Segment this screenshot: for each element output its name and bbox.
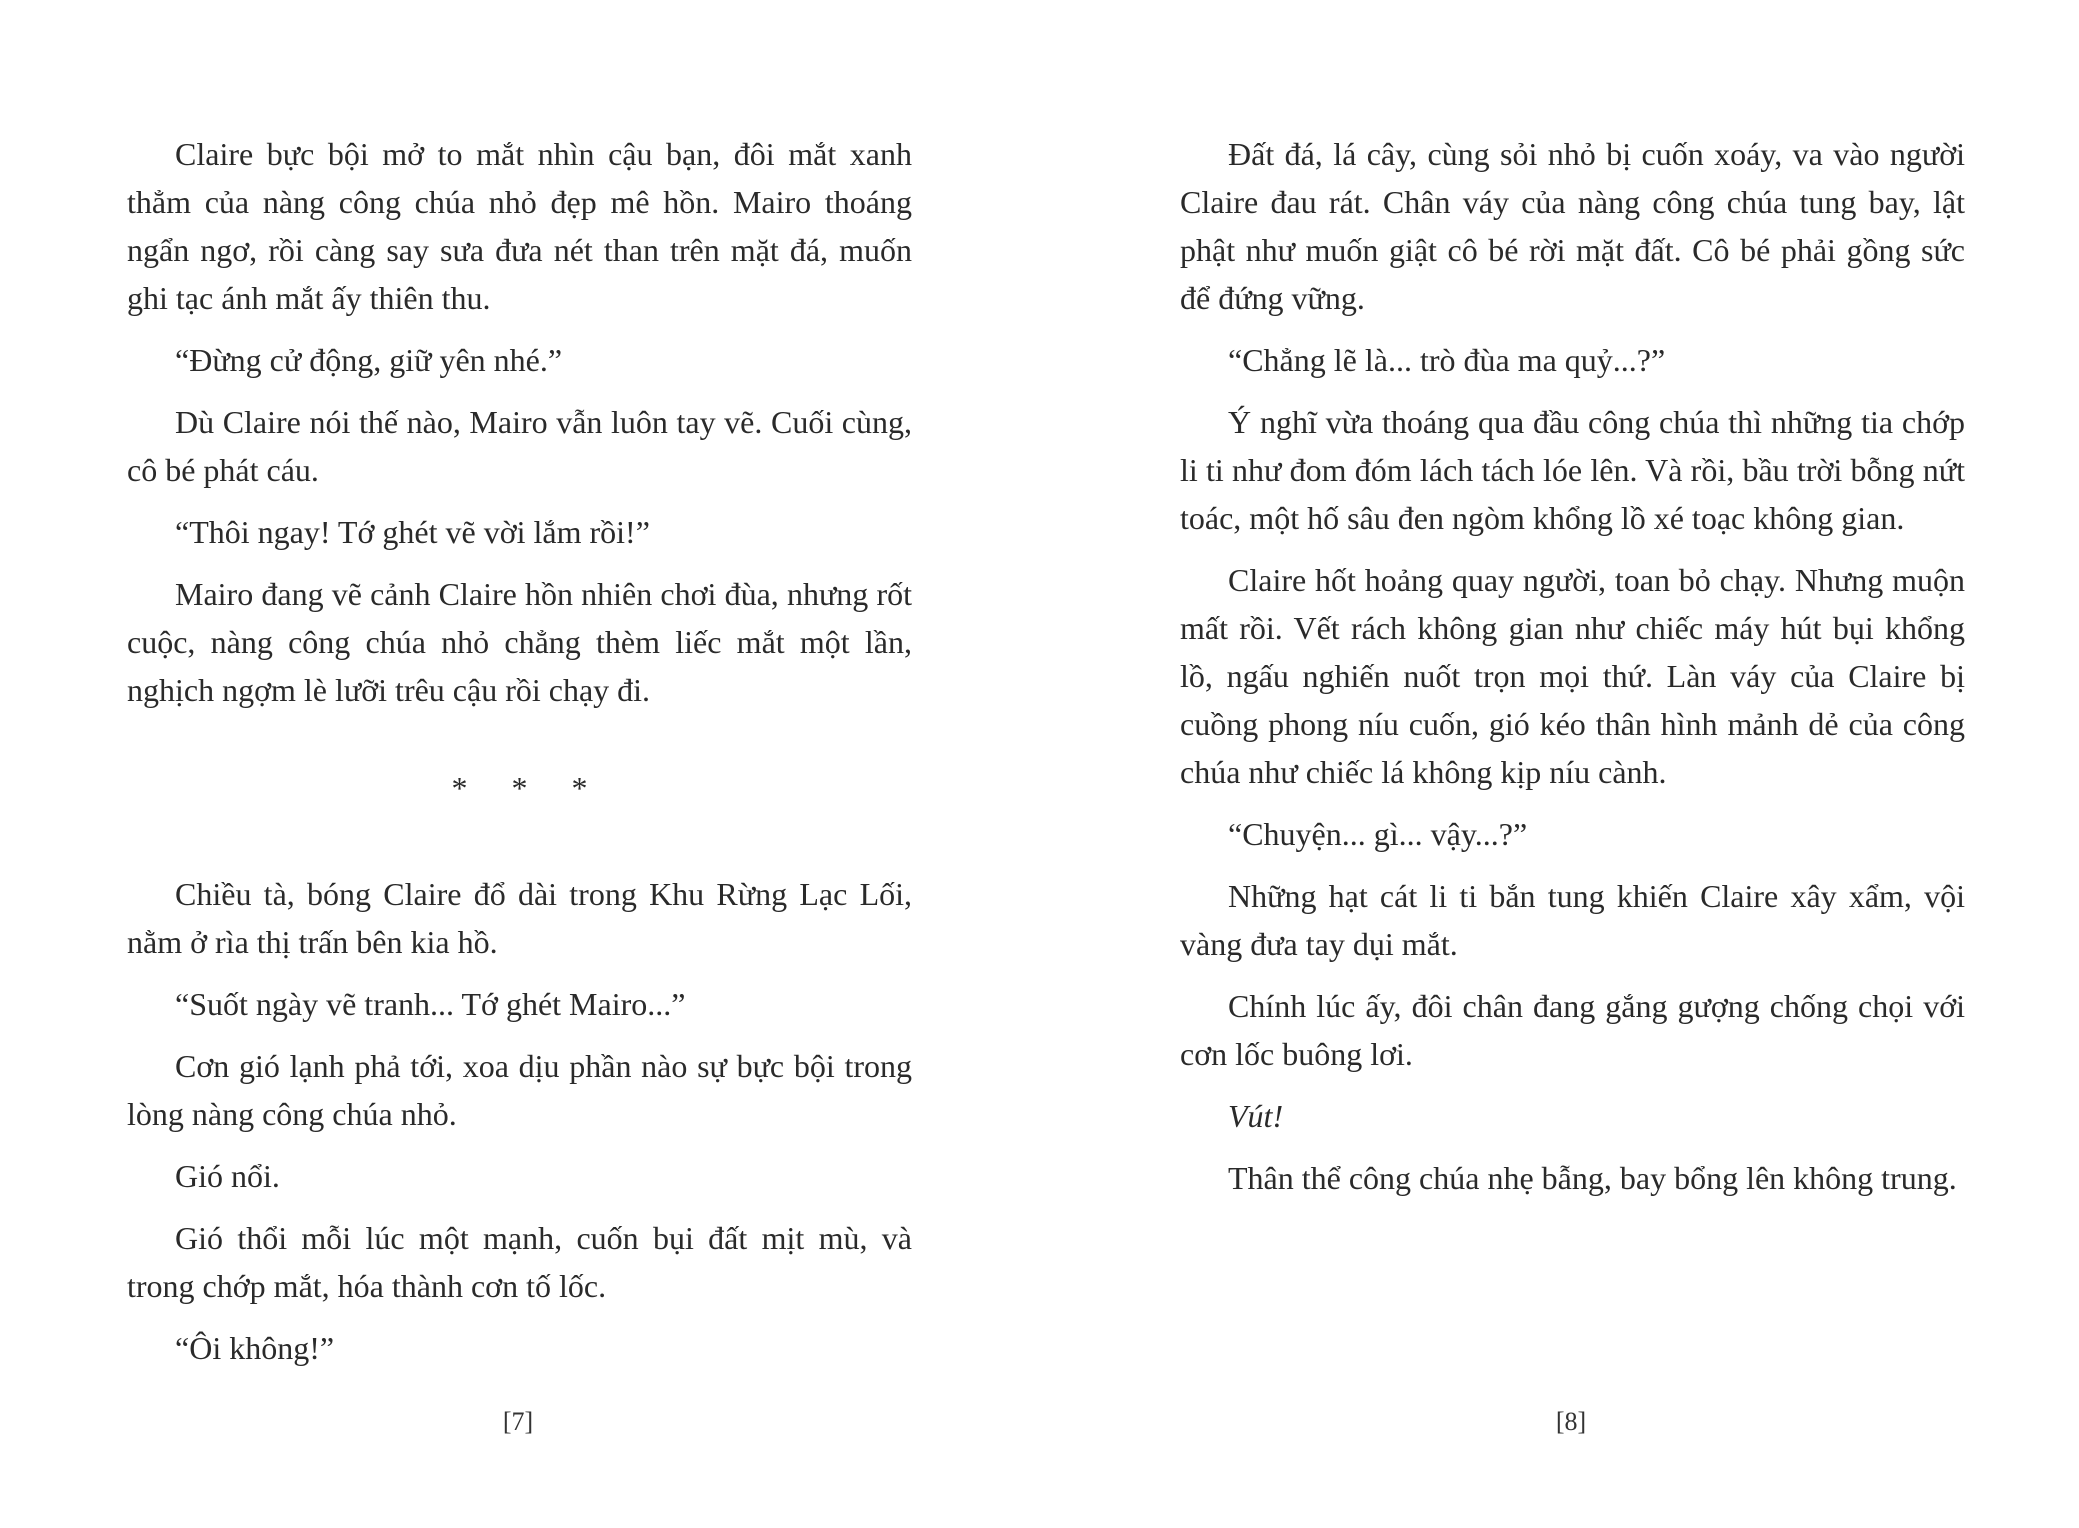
left-page: [127, 130, 912, 1386]
scene-break: * * *: [451, 770, 606, 806]
paragraph: “Chẳng lẽ là... trò đùa ma quỷ...?”: [1228, 342, 1666, 378]
paragraph: Gió nổi.: [175, 1158, 280, 1194]
paragraph: Đất đá, lá cây, cùng sỏi nhỏ bị cuốn xoáy, va vào người Claire đau rát. Chân váy của nàng công chúa tung bay, lật phật như muốn giật cô bé rời mặt đất. Cô bé phải gồng sức để đứng vững.: [1180, 136, 1965, 316]
paragraph: Chính lúc ấy, đôi chân đang gắng gượng chống chọi với cơn lốc buông lơi.: [1180, 988, 1965, 1072]
paragraph: Claire bực bội mở to mắt nhìn cậu bạn, đôi mắt xanh thẳm của nàng công chúa nhỏ đẹp mê hồn. Mairo thoáng ngẩn ngơ, rồi càng say sưa đưa nét than trên mặt đá, muốn ghi tạc ánh mắt ấy thiên thu.: [127, 136, 912, 316]
page-number-right: [8]: [1555, 1407, 1587, 1436]
paragraph: Chiều tà, bóng Claire đổ dài trong Khu Rừng Lạc Lối, nằm ở rìa thị trấn bên kia hồ.: [127, 876, 912, 960]
paragraph: “Đừng cử động, giữ yên nhé.”: [175, 342, 563, 378]
paragraph: Cơn gió lạnh phả tới, xoa dịu phần nào sự bực bội trong lòng nàng công chúa nhỏ.: [127, 1048, 912, 1132]
paragraph: “Suốt ngày vẽ tranh... Tớ ghét Mairo...”: [175, 986, 686, 1022]
page-number-left: [7]: [502, 1407, 534, 1436]
paragraph: Ý nghĩ vừa thoáng qua đầu công chúa thì những tia chớp li ti như đom đóm lách tách lóe lên. Và rồi, bầu trời bỗng nứt toác, một hố sâu đen ngòm khổng lồ xé toạc không gian.: [1180, 404, 1965, 536]
paragraph: “Ôi không!”: [175, 1330, 335, 1366]
paragraph: Dù Claire nói thế nào, Mairo vẫn luôn tay vẽ. Cuối cùng, cô bé phát cáu.: [127, 404, 912, 488]
paragraph: “Chuyện... gì... vậy...?”: [1228, 816, 1528, 852]
paragraph-italic: Vút!: [1228, 1098, 1284, 1134]
paragraph: Mairo đang vẽ cảnh Claire hồn nhiên chơi đùa, nhưng rốt cuộc, nàng công chúa nhỏ chẳng thèm liếc mắt một lần, nghịch ngợm lè lưỡi trêu cậu rồi chạy đi.: [127, 576, 912, 708]
right-page: [1180, 130, 1965, 1216]
paragraph: “Thôi ngay! Tớ ghét vẽ vời lắm rồi!”: [175, 514, 650, 550]
paragraph: Những hạt cát li ti bắn tung khiến Claire xây xẩm, vội vàng đưa tay dụi mắt.: [1180, 878, 1965, 962]
paragraph: Claire hốt hoảng quay người, toan bỏ chạy. Nhưng muộn mất rồi. Vết rách không gian như chiếc máy hút bụi khổng lồ, ngấu nghiến nuốt trọn mọi thứ. Làn váy của Claire bị cuồng phong níu cuốn, gió kéo thân hình mảnh dẻ của công chúa như chiếc lá không kịp níu cành.: [1180, 562, 1965, 790]
paragraph: Gió thổi mỗi lúc một mạnh, cuốn bụi đất mịt mù, và trong chớp mắt, hóa thành cơn tố lốc.: [127, 1220, 912, 1304]
paragraph: Thân thể công chúa nhẹ bẫng, bay bổng lên không trung.: [1228, 1160, 1957, 1196]
